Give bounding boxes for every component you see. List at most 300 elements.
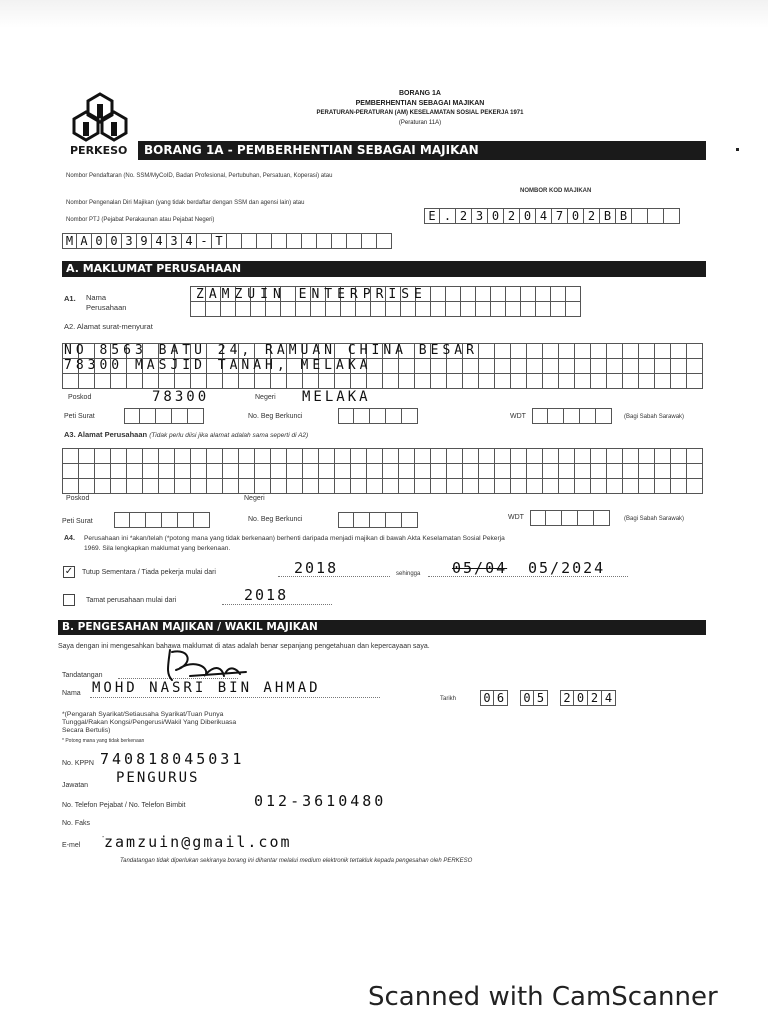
grid-cell[interactable] [527, 464, 543, 479]
grid-cell[interactable] [671, 359, 687, 374]
grid-cell[interactable] [399, 374, 415, 389]
digit-box[interactable]: 7 [552, 208, 568, 224]
digit-box[interactable]: B [600, 208, 616, 224]
grid-cell[interactable] [207, 374, 223, 389]
grid-cell[interactable] [476, 287, 491, 302]
grid-cell[interactable] [623, 374, 639, 389]
grid-cell[interactable] [223, 464, 239, 479]
grid-cell[interactable] [127, 374, 143, 389]
grid-cell[interactable] [266, 302, 281, 317]
grid-cell[interactable] [386, 302, 401, 317]
grid-cell[interactable] [111, 479, 127, 494]
digit-box[interactable] [377, 233, 392, 249]
grid-cell[interactable] [95, 449, 111, 464]
grid-cell[interactable] [415, 359, 431, 374]
grid-cell[interactable] [527, 479, 543, 494]
date-digit-box[interactable]: 0 [520, 690, 534, 706]
digit-box[interactable] [362, 233, 377, 249]
digit-box[interactable] [194, 512, 210, 528]
digit-box[interactable] [302, 233, 317, 249]
grid-cell[interactable] [351, 479, 367, 494]
grid-cell[interactable] [655, 344, 671, 359]
grid-cell[interactable] [575, 449, 591, 464]
digit-box[interactable]: 2 [504, 208, 520, 224]
grid-cell[interactable] [623, 344, 639, 359]
business-address-grid[interactable] [62, 448, 703, 494]
grid-cell[interactable] [79, 374, 95, 389]
grid-cell[interactable] [319, 464, 335, 479]
digit-box[interactable] [580, 408, 596, 424]
grid-cell[interactable] [159, 374, 175, 389]
grid-cell[interactable] [461, 302, 476, 317]
digit-box[interactable] [402, 408, 418, 424]
grid-cell[interactable] [591, 464, 607, 479]
digit-box[interactable]: 0 [520, 208, 536, 224]
digit-box[interactable] [562, 510, 578, 526]
grid-cell[interactable] [79, 449, 95, 464]
grid-cell[interactable] [687, 344, 703, 359]
grid-cell[interactable] [447, 359, 463, 374]
grid-cell[interactable] [491, 287, 506, 302]
grid-cell[interactable] [311, 302, 326, 317]
ssm-number-boxes[interactable] [62, 233, 392, 249]
grid-cell[interactable] [255, 449, 271, 464]
digit-box[interactable] [272, 233, 287, 249]
grid-cell[interactable] [271, 449, 287, 464]
grid-cell[interactable] [287, 464, 303, 479]
digit-box[interactable] [386, 408, 402, 424]
grid-cell[interactable] [559, 449, 575, 464]
grid-cell[interactable] [607, 449, 623, 464]
grid-cell[interactable] [415, 479, 431, 494]
digit-box[interactable] [156, 408, 172, 424]
grid-cell[interactable] [431, 287, 446, 302]
grid-cell[interactable] [655, 479, 671, 494]
grid-cell[interactable] [239, 479, 255, 494]
grid-cell[interactable] [461, 287, 476, 302]
digit-box[interactable] [257, 233, 272, 249]
grid-cell[interactable] [175, 449, 191, 464]
a3-po-box-boxes[interactable] [114, 512, 210, 528]
grid-cell[interactable] [543, 479, 559, 494]
grid-cell[interactable] [79, 479, 95, 494]
grid-cell[interactable] [383, 479, 399, 494]
digit-box[interactable] [146, 512, 162, 528]
digit-box[interactable] [317, 233, 332, 249]
grid-cell[interactable] [543, 374, 559, 389]
grid-cell[interactable] [383, 374, 399, 389]
grid-cell[interactable] [303, 374, 319, 389]
digit-box[interactable] [578, 510, 594, 526]
digit-box[interactable] [530, 510, 546, 526]
grid-cell[interactable] [287, 449, 303, 464]
digit-box[interactable]: A [77, 233, 92, 249]
grid-cell[interactable] [367, 374, 383, 389]
grid-cell[interactable] [287, 479, 303, 494]
grid-cell[interactable] [191, 374, 207, 389]
digit-box[interactable]: 4 [152, 233, 167, 249]
grid-cell[interactable] [223, 449, 239, 464]
grid-cell[interactable] [687, 479, 703, 494]
digit-box[interactable] [532, 408, 548, 424]
grid-cell[interactable] [143, 374, 159, 389]
grid-cell[interactable] [271, 479, 287, 494]
grid-cell[interactable] [95, 479, 111, 494]
grid-cell[interactable] [399, 359, 415, 374]
employer-code-boxes[interactable] [424, 208, 680, 224]
digit-box[interactable]: B [616, 208, 632, 224]
grid-cell[interactable] [367, 464, 383, 479]
grid-cell[interactable] [495, 464, 511, 479]
grid-cell[interactable] [655, 464, 671, 479]
grid-cell[interactable] [236, 302, 251, 317]
digit-box[interactable]: E [424, 208, 440, 224]
digit-box[interactable] [162, 512, 178, 528]
grid-cell[interactable] [447, 479, 463, 494]
digit-box[interactable] [338, 512, 354, 528]
digit-box[interactable] [354, 408, 370, 424]
grid-cell[interactable] [415, 464, 431, 479]
grid-cell[interactable] [296, 302, 311, 317]
grid-cell[interactable] [591, 374, 607, 389]
grid-cell[interactable] [367, 449, 383, 464]
grid-cell[interactable] [566, 287, 581, 302]
grid-cell[interactable] [207, 479, 223, 494]
grid-cell[interactable] [127, 464, 143, 479]
grid-cell[interactable] [479, 479, 495, 494]
grid-cell[interactable] [559, 479, 575, 494]
grid-cell[interactable] [191, 479, 207, 494]
grid-cell[interactable] [63, 464, 79, 479]
digit-box[interactable]: 0 [568, 208, 584, 224]
grid-cell[interactable] [271, 464, 287, 479]
digit-box[interactable] [386, 512, 402, 528]
grid-cell[interactable] [543, 464, 559, 479]
grid-cell[interactable] [335, 449, 351, 464]
digit-box[interactable]: 4 [536, 208, 552, 224]
a3-wdt-boxes[interactable] [530, 510, 610, 526]
digit-box[interactable] [347, 233, 362, 249]
grid-cell[interactable] [191, 464, 207, 479]
grid-cell[interactable] [431, 302, 446, 317]
grid-cell[interactable] [527, 374, 543, 389]
grid-cell[interactable] [319, 449, 335, 464]
grid-cell[interactable] [191, 302, 206, 317]
digit-box[interactable] [564, 408, 580, 424]
grid-cell[interactable] [255, 464, 271, 479]
grid-cell[interactable] [543, 449, 559, 464]
grid-cell[interactable] [591, 479, 607, 494]
grid-cell[interactable] [511, 359, 527, 374]
date-digit-box[interactable]: 6 [494, 690, 508, 706]
digit-box[interactable] [287, 233, 302, 249]
grid-cell[interactable] [63, 374, 79, 389]
digit-box[interactable]: 9 [137, 233, 152, 249]
grid-cell[interactable] [127, 449, 143, 464]
date-boxes[interactable] [480, 690, 616, 706]
digit-box[interactable]: 0 [107, 233, 122, 249]
grid-cell[interactable] [463, 464, 479, 479]
digit-box[interactable] [130, 512, 146, 528]
grid-cell[interactable] [575, 344, 591, 359]
grid-cell[interactable] [551, 287, 566, 302]
grid-cell[interactable] [446, 287, 461, 302]
grid-cell[interactable] [491, 302, 506, 317]
grid-cell[interactable] [303, 464, 319, 479]
grid-cell[interactable] [351, 464, 367, 479]
grid-cell[interactable] [575, 464, 591, 479]
digit-box[interactable] [242, 233, 257, 249]
date-digit-box[interactable]: 2 [560, 690, 574, 706]
digit-box[interactable] [402, 512, 418, 528]
grid-cell[interactable] [221, 302, 236, 317]
grid-cell[interactable] [191, 449, 207, 464]
grid-cell[interactable] [223, 479, 239, 494]
grid-cell[interactable] [506, 302, 521, 317]
grid-cell[interactable] [383, 449, 399, 464]
grid-cell[interactable] [511, 449, 527, 464]
grid-cell[interactable] [431, 449, 447, 464]
digit-box[interactable]: 4 [182, 233, 197, 249]
grid-cell[interactable] [687, 464, 703, 479]
grid-cell[interactable] [479, 374, 495, 389]
digit-box[interactable] [546, 510, 562, 526]
grid-cell[interactable] [479, 359, 495, 374]
grid-cell[interactable] [639, 464, 655, 479]
grid-cell[interactable] [623, 464, 639, 479]
grid-cell[interactable] [543, 359, 559, 374]
locked-bag-boxes[interactable] [338, 408, 418, 424]
grid-cell[interactable] [575, 479, 591, 494]
grid-cell[interactable] [143, 479, 159, 494]
digit-box[interactable] [548, 408, 564, 424]
grid-cell[interactable] [447, 464, 463, 479]
grid-cell[interactable] [95, 464, 111, 479]
grid-cell[interactable] [159, 449, 175, 464]
grid-cell[interactable] [175, 374, 191, 389]
grid-cell[interactable] [671, 374, 687, 389]
grid-cell[interactable] [111, 374, 127, 389]
grid-cell[interactable] [251, 302, 266, 317]
grid-cell[interactable] [401, 302, 416, 317]
digit-box[interactable]: 2 [584, 208, 600, 224]
digit-box[interactable]: 0 [488, 208, 504, 224]
grid-cell[interactable] [319, 479, 335, 494]
grid-cell[interactable] [551, 302, 566, 317]
grid-cell[interactable] [495, 449, 511, 464]
digit-box[interactable] [188, 408, 204, 424]
digit-box[interactable] [124, 408, 140, 424]
grid-cell[interactable] [639, 479, 655, 494]
grid-cell[interactable] [639, 344, 655, 359]
grid-cell[interactable] [566, 302, 581, 317]
grid-cell[interactable] [607, 464, 623, 479]
grid-cell[interactable] [159, 479, 175, 494]
grid-cell[interactable] [559, 464, 575, 479]
grid-cell[interactable] [383, 359, 399, 374]
grid-cell[interactable] [303, 479, 319, 494]
grid-cell[interactable] [175, 479, 191, 494]
grid-cell[interactable] [463, 359, 479, 374]
po-box-boxes[interactable] [124, 408, 204, 424]
digit-box[interactable]: - [197, 233, 212, 249]
grid-cell[interactable] [655, 359, 671, 374]
grid-cell[interactable] [495, 344, 511, 359]
grid-cell[interactable] [341, 302, 356, 317]
grid-cell[interactable] [623, 449, 639, 464]
grid-cell[interactable] [207, 449, 223, 464]
digit-box[interactable] [338, 408, 354, 424]
grid-cell[interactable] [559, 344, 575, 359]
grid-cell[interactable] [591, 359, 607, 374]
grid-cell[interactable] [559, 359, 575, 374]
grid-cell[interactable] [399, 479, 415, 494]
digit-box[interactable]: T [212, 233, 227, 249]
grid-cell[interactable] [335, 464, 351, 479]
grid-cell[interactable] [476, 302, 491, 317]
grid-cell[interactable] [431, 359, 447, 374]
grid-cell[interactable] [575, 359, 591, 374]
grid-cell[interactable] [463, 479, 479, 494]
grid-cell[interactable] [511, 374, 527, 389]
wdt-boxes[interactable] [532, 408, 612, 424]
grid-cell[interactable] [607, 479, 623, 494]
digit-box[interactable]: 3 [122, 233, 137, 249]
digit-box[interactable] [370, 408, 386, 424]
grid-cell[interactable] [127, 479, 143, 494]
digit-box[interactable]: M [62, 233, 77, 249]
digit-box[interactable] [370, 512, 386, 528]
grid-cell[interactable] [463, 374, 479, 389]
grid-cell[interactable] [479, 464, 495, 479]
grid-cell[interactable] [671, 449, 687, 464]
digit-box[interactable] [664, 208, 680, 224]
grid-cell[interactable] [671, 479, 687, 494]
grid-cell[interactable] [416, 302, 431, 317]
grid-cell[interactable] [383, 464, 399, 479]
grid-cell[interactable] [639, 449, 655, 464]
grid-cell[interactable] [431, 464, 447, 479]
digit-box[interactable] [594, 510, 610, 526]
grid-cell[interactable] [143, 464, 159, 479]
grid-cell[interactable] [655, 449, 671, 464]
grid-cell[interactable] [367, 479, 383, 494]
grid-cell[interactable] [479, 344, 495, 359]
grid-cell[interactable] [63, 449, 79, 464]
grid-cell[interactable] [495, 479, 511, 494]
digit-box[interactable]: 0 [92, 233, 107, 249]
a3-locked-bag-boxes[interactable] [338, 512, 418, 528]
grid-cell[interactable] [623, 359, 639, 374]
digit-box[interactable] [632, 208, 648, 224]
date-digit-box[interactable]: 4 [602, 690, 616, 706]
date-digit-box[interactable]: 0 [574, 690, 588, 706]
grid-cell[interactable] [671, 344, 687, 359]
digit-box[interactable] [596, 408, 612, 424]
grid-cell[interactable] [415, 449, 431, 464]
grid-cell[interactable] [447, 449, 463, 464]
grid-cell[interactable] [399, 464, 415, 479]
grid-cell[interactable] [335, 374, 351, 389]
grid-cell[interactable] [207, 464, 223, 479]
grid-cell[interactable] [511, 479, 527, 494]
grid-cell[interactable] [239, 374, 255, 389]
grid-cell[interactable] [79, 464, 95, 479]
grid-cell[interactable] [319, 374, 335, 389]
grid-cell[interactable] [655, 374, 671, 389]
grid-cell[interactable] [527, 449, 543, 464]
grid-cell[interactable] [371, 302, 386, 317]
grid-cell[interactable] [303, 449, 319, 464]
grid-cell[interactable] [495, 359, 511, 374]
digit-box[interactable] [172, 408, 188, 424]
grid-cell[interactable] [111, 464, 127, 479]
grid-cell[interactable] [281, 302, 296, 317]
grid-cell[interactable] [356, 302, 371, 317]
grid-cell[interactable] [239, 449, 255, 464]
grid-cell[interactable] [591, 449, 607, 464]
grid-cell[interactable] [559, 374, 575, 389]
digit-box[interactable] [648, 208, 664, 224]
digit-box[interactable] [114, 512, 130, 528]
grid-cell[interactable] [255, 479, 271, 494]
grid-cell[interactable] [607, 359, 623, 374]
grid-cell[interactable] [111, 449, 127, 464]
date-digit-box[interactable]: 2 [588, 690, 602, 706]
grid-cell[interactable] [543, 344, 559, 359]
grid-cell[interactable] [506, 287, 521, 302]
grid-cell[interactable] [536, 287, 551, 302]
temporary-closure-checkbox[interactable] [63, 566, 75, 578]
grid-cell[interactable] [687, 359, 703, 374]
grid-cell[interactable] [607, 374, 623, 389]
digit-box[interactable] [227, 233, 242, 249]
grid-cell[interactable] [431, 479, 447, 494]
grid-cell[interactable] [326, 302, 341, 317]
grid-cell[interactable] [351, 449, 367, 464]
grid-cell[interactable] [639, 374, 655, 389]
grid-cell[interactable] [415, 374, 431, 389]
digit-box[interactable]: 2 [456, 208, 472, 224]
digit-box[interactable]: 3 [167, 233, 182, 249]
digit-box[interactable] [178, 512, 194, 528]
grid-cell[interactable] [223, 374, 239, 389]
grid-cell[interactable] [479, 449, 495, 464]
grid-cell[interactable] [521, 302, 536, 317]
grid-cell[interactable] [446, 302, 461, 317]
grid-cell[interactable] [175, 464, 191, 479]
digit-box[interactable]: . [440, 208, 456, 224]
grid-cell[interactable] [639, 359, 655, 374]
grid-cell[interactable] [511, 344, 527, 359]
grid-cell[interactable] [623, 479, 639, 494]
grid-cell[interactable] [671, 464, 687, 479]
grid-cell[interactable] [271, 374, 287, 389]
grid-cell[interactable] [206, 302, 221, 317]
grid-cell[interactable] [591, 344, 607, 359]
grid-cell[interactable] [351, 374, 367, 389]
date-digit-box[interactable]: 0 [480, 690, 494, 706]
grid-cell[interactable] [687, 449, 703, 464]
grid-cell[interactable] [431, 374, 447, 389]
grid-cell[interactable] [463, 449, 479, 464]
grid-cell[interactable] [495, 374, 511, 389]
grid-cell[interactable] [63, 479, 79, 494]
digit-box[interactable] [332, 233, 347, 249]
date-digit-box[interactable]: 5 [534, 690, 548, 706]
grid-cell[interactable] [159, 464, 175, 479]
grid-cell[interactable] [536, 302, 551, 317]
